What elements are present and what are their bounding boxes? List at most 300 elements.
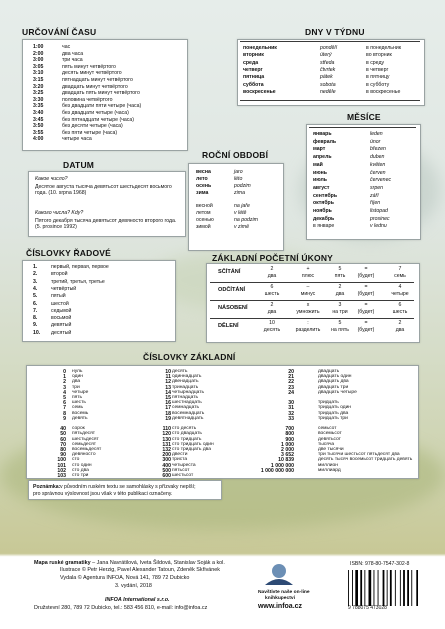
day-ru: вторник: [243, 52, 264, 59]
time-words: десять минут четвёртого: [62, 70, 122, 77]
cardinal-word: пятьсот: [172, 467, 190, 473]
cardinal-num: 16: [165, 400, 171, 407]
cardinal-num: 6: [63, 400, 66, 407]
season-ru: зима: [196, 190, 209, 196]
cardinal-num: 130: [162, 436, 171, 443]
cardinal-word: восемь: [72, 410, 89, 416]
ordinal-num: 7.: [33, 307, 38, 314]
cardinal-word: два: [72, 379, 81, 385]
time-words: без двадцати пяти четыре (часа): [62, 103, 142, 110]
ordinal-word: четвёртый: [51, 285, 77, 292]
seasons-title: ROČNÍ OBDOBÍ: [202, 150, 269, 160]
cardinal-word: пять: [72, 395, 83, 400]
cardinal-word: тридцать три: [318, 415, 348, 421]
op-symbol: 10: [269, 320, 275, 326]
time-numeral: 1:00: [33, 44, 44, 50]
cardinal-num: 102: [57, 467, 66, 474]
month-cz: prosinec: [370, 215, 390, 222]
month-ru: март: [313, 146, 326, 153]
day-cz: úterý: [320, 52, 332, 59]
season-cz: zima: [234, 190, 245, 196]
cardinal-num: 300: [162, 457, 171, 464]
month-cz: červenec: [370, 177, 392, 184]
time-numeral: 3:05: [33, 63, 44, 70]
cardinal-word: сто два: [72, 467, 89, 473]
cardinal-num: 19: [165, 415, 171, 422]
ordinal-num: 8.: [33, 315, 38, 322]
cardinal-num: 100: [57, 457, 66, 464]
cardinal-num: 17: [165, 405, 171, 412]
op-label: DĚLENÍ: [218, 323, 239, 329]
op-symbol: 2: [270, 266, 274, 272]
visit-text-1: Navštivte naše on-line: [258, 590, 310, 595]
season-ru: осень: [196, 183, 212, 189]
day-in: в пятницу: [366, 74, 390, 81]
cardinal-num: 120: [162, 431, 171, 438]
ops-title: ZÁKLADNÍ POČETNÍ ÚKONY: [212, 253, 334, 263]
cardinal-num: 12: [165, 379, 171, 386]
date-question-2: Какого числа? Kdy?: [35, 210, 84, 216]
op-word: разделить: [295, 327, 321, 333]
cardinal-num: 132: [162, 447, 171, 453]
cardinal-num: 23: [288, 384, 294, 391]
op-word: два: [395, 327, 405, 333]
cardinal-num: 7: [63, 405, 66, 412]
cardinal-num: 3 652: [281, 452, 294, 459]
cardinal-num: 2: [63, 379, 66, 386]
cardinal-word: шесть: [72, 400, 86, 406]
cardinal-word: один: [72, 374, 83, 380]
day-cz: středa: [320, 59, 335, 66]
month-cz: srpen: [370, 184, 383, 191]
footer-authors: – Jana Navrátilová, Iveta Šildová, Stanislav Soják a kol.: [90, 560, 225, 566]
cardinal-num: 2 000: [281, 447, 294, 453]
cardinal-word: шестьсот: [172, 473, 194, 478]
cardinal-word: четырнадцать: [172, 389, 205, 395]
time-numeral: 3:50: [33, 123, 44, 130]
date-answer-1: Десятое августа тысяча девятьсот шестьдесят восьмого года. (10. srpna 1968): [35, 184, 172, 197]
time-words: четыре часа: [62, 136, 92, 143]
rule-line: [210, 300, 414, 301]
cardinal-word: тридцать один: [318, 405, 352, 411]
month-ru: август: [313, 184, 330, 191]
season-when-cz: na podzim: [234, 217, 258, 223]
rule-line: [240, 100, 420, 101]
op-symbol: :: [307, 320, 309, 326]
cardinal-num: 50: [60, 431, 66, 438]
cardinal-word: триста: [172, 457, 188, 463]
season-when-cz: v zimě: [234, 224, 249, 230]
day-in: в понедельник: [366, 45, 402, 51]
op-word: два: [335, 291, 345, 297]
day-ru: среда: [243, 59, 259, 66]
visit-text-2: knihkupectví: [265, 596, 295, 601]
ordinal-word: седьмой: [51, 307, 72, 314]
day-in: в четверг: [366, 66, 389, 73]
ean-text: 9 788075 473028: [348, 605, 387, 611]
ordinal-num: 1.: [33, 264, 38, 270]
cardinal-num: 500: [162, 467, 171, 474]
date-question-1: Какое число?: [35, 176, 68, 182]
day-ru: пятница: [243, 74, 265, 81]
day-ru: понедельник: [243, 45, 277, 51]
op-symbol: –: [306, 284, 310, 290]
op-word: (будет): [357, 309, 375, 315]
ordinal-num: 3.: [33, 278, 38, 285]
time-numeral: 4:00: [33, 136, 44, 143]
cardinal-word: сто три: [72, 473, 89, 478]
op-symbol: 7: [398, 266, 402, 272]
month-ru: апрель: [313, 154, 332, 161]
cardinal-word: двадцать четыре: [318, 389, 357, 395]
op-word: два: [267, 273, 277, 279]
cardinal-word: девяносто: [72, 452, 96, 458]
ordinal-word: шестой: [51, 300, 69, 307]
ordinal-num: 5.: [33, 293, 38, 300]
cardinal-word: три тысячи шестьсот пятьдесят два: [318, 452, 400, 458]
time-words: без пятнадцати четыре (часа): [62, 116, 134, 123]
cardinal-num: 15: [165, 395, 171, 401]
day-ru: четверг: [243, 66, 263, 73]
cardinal-word: сто тридцать один: [172, 441, 214, 447]
month-ru: май: [313, 161, 323, 168]
season-when-ru: летом: [196, 210, 211, 216]
day-ru: воскресенье: [243, 88, 276, 95]
footer-company: INFOA International s.r.o.: [105, 597, 170, 603]
note-label: Poznámka:: [33, 484, 61, 490]
rule-line: [210, 282, 414, 283]
op-word: четыре: [391, 291, 409, 297]
cardinal-word: миллиард: [318, 467, 341, 473]
op-symbol: 2: [270, 302, 274, 308]
note-text-2: pro správnou výslovnost jsou však v této publikaci označeny.: [33, 491, 173, 497]
cardinal-word: двенадцать: [172, 379, 199, 385]
op-label: SČÍTÁNÍ: [218, 269, 241, 275]
cardinal-num: 9: [63, 415, 66, 422]
op-symbol: 5: [338, 320, 342, 326]
day-in: в среду: [366, 59, 385, 66]
cardinal-num: 4: [63, 389, 66, 396]
day-cz: pondělí: [320, 45, 338, 51]
cardinal-num: 10 839: [278, 457, 294, 464]
ordinal-num: 9.: [33, 322, 38, 329]
cardinal-num: 800: [285, 431, 294, 438]
cardinal-word: четыреста: [172, 462, 196, 468]
cardinal-word: сто тридцать: [172, 436, 202, 442]
cardinal-word: восемьдесят: [72, 447, 102, 452]
cardinal-word: восемьсот: [318, 431, 342, 437]
cardinal-word: три: [72, 384, 80, 390]
ordinal-num: 4.: [33, 285, 38, 292]
note-text: v původním ruském textu se samohlásky s přízvaky nepíší;: [60, 484, 196, 490]
op-symbol: =: [364, 266, 368, 272]
cardinal-word: сто двадцать: [172, 431, 202, 437]
cardinal-word: тринадцать: [172, 384, 199, 390]
ordinal-word: восьмой: [51, 315, 72, 322]
cardinal-num: 101: [57, 462, 66, 469]
season-ru: лето: [196, 176, 208, 182]
season-cz: jaro: [234, 169, 243, 175]
op-symbol: 4: [398, 284, 402, 290]
month-cz: říjen: [370, 200, 381, 207]
rule-line: [240, 41, 420, 42]
cardinal-num: 200: [162, 452, 171, 459]
op-word: плюс: [301, 273, 315, 279]
rule-line: [309, 127, 416, 128]
ordinals-title: ČÍSLOVKY ŘADOVÉ: [26, 248, 112, 258]
cardinal-word: миллион: [318, 462, 338, 468]
cardinal-word: тридцать два: [318, 410, 349, 416]
website-link[interactable]: www.infoa.cz: [257, 603, 303, 610]
cardinal-word: двадцать два: [318, 379, 349, 385]
op-word: минус: [300, 291, 316, 297]
cardinal-num: 90: [60, 452, 66, 459]
cardinal-word: сорок: [72, 426, 85, 432]
op-symbol: 2: [338, 284, 342, 290]
month-ru: февраль: [313, 138, 337, 145]
op-word: семь: [394, 273, 406, 279]
ordinal-word: второй: [51, 271, 68, 278]
cardinal-word: двести: [172, 452, 188, 458]
cardinal-num: 22: [288, 379, 294, 386]
cardinal-word: нуль: [72, 369, 83, 374]
season-cz: léto: [234, 176, 243, 182]
footer-edition: 3. vydání, 2018: [115, 583, 152, 589]
time-numeral: 3:45: [33, 116, 44, 123]
time-numeral: 3:15: [33, 77, 44, 83]
cardinal-word: девять: [72, 415, 88, 421]
cardinal-word: девятьсот: [318, 436, 341, 442]
time-words: половина четвёртого: [62, 96, 113, 103]
cardinal-num: 3: [63, 384, 66, 391]
footer-title: Mapa ruské gramatiky: [34, 560, 91, 566]
cardinal-word: две тысячи: [318, 447, 344, 452]
op-word: умножить: [296, 309, 320, 315]
cardinal-num: 14: [165, 389, 171, 396]
season-when-ru: зимой: [196, 224, 211, 230]
time-words: пятнадцать минут четвёртого: [62, 77, 133, 83]
month-cz: červen: [370, 169, 386, 176]
op-word: (будет): [357, 291, 375, 297]
ordinal-word: десятый: [51, 329, 72, 336]
rule-line: [210, 318, 414, 319]
month-cz: leden: [370, 131, 383, 137]
op-symbol: 2: [398, 320, 402, 326]
op-symbol: x: [306, 302, 310, 308]
day-cz: čtvrtek: [320, 66, 336, 73]
cardinal-word: одиннадцать: [172, 374, 202, 380]
footer-contact: Družstevní 280, 789 72 Dubicko, tel.: 583 456 810, e-mail: info@infoa.cz: [34, 605, 208, 611]
op-symbol: 6: [398, 302, 402, 308]
cardinal-num: 80: [60, 447, 66, 453]
cardinal-num: 11: [165, 374, 171, 381]
time-words: час: [62, 44, 71, 50]
time-words: без двадцати четыре (часа): [62, 110, 129, 116]
months-title: MĚSÍCE: [347, 112, 381, 122]
day-in: во вторник: [366, 52, 392, 59]
day-cz: sobota: [320, 81, 336, 88]
season-when-cz: na jaře: [234, 203, 250, 209]
time-numeral: 3:20: [33, 83, 44, 90]
cardinal-word: сто один: [72, 462, 92, 468]
cardinal-num: 1 000 000: [270, 462, 294, 469]
op-word: два: [267, 309, 277, 315]
month-ru: июль: [313, 177, 327, 184]
cardinal-word: шестнадцать: [172, 400, 202, 406]
time-numeral: 3:30: [33, 96, 44, 103]
cardinal-word: двадцать: [318, 369, 340, 374]
cardinal-word: сто десять: [172, 426, 197, 432]
cardinal-word: пятнадцать: [172, 395, 199, 400]
ordinal-word: пятый: [51, 293, 66, 300]
cardinal-word: девятнадцать: [172, 415, 204, 421]
time-words: пять минут четвёртого: [62, 63, 116, 70]
cardinal-num: 24: [288, 389, 294, 396]
cardinal-num: 20: [288, 369, 294, 375]
cardinal-num: 70: [60, 441, 66, 448]
cardinal-word: тридцать: [318, 400, 339, 406]
ordinal-word: девятый: [51, 322, 72, 329]
ordinal-word: третий, третья, третье: [51, 278, 105, 285]
cardinal-word: семь: [72, 405, 84, 411]
cardinal-num: 900: [285, 436, 294, 443]
op-word: на три: [332, 309, 348, 315]
day-cz: neděle: [320, 88, 336, 95]
cardinal-num: 30: [288, 400, 294, 407]
month-ru: декабрь: [313, 215, 335, 222]
op-word: шесть: [264, 291, 280, 297]
cardinal-word: четыре: [72, 389, 89, 395]
month-ru: июнь: [313, 169, 327, 176]
season-when-ru: весной: [196, 203, 213, 209]
month-cz: listopad: [370, 208, 388, 214]
time-numeral: 3:00: [33, 57, 44, 64]
cardinal-word: пятьдесят: [72, 431, 95, 437]
cardinal-word: восемнадцать: [172, 410, 205, 416]
op-word: пять: [334, 273, 346, 279]
season-cz: podzim: [234, 183, 251, 189]
time-words: двадцать минут четвёртого: [62, 83, 128, 90]
time-words: без десяти четыре (часа): [62, 123, 123, 130]
cardinal-word: семьсот: [318, 426, 337, 432]
cardinal-num: 600: [162, 473, 171, 479]
ordinal-num: 10.: [33, 329, 41, 336]
cardinal-word: шестьдесят: [72, 436, 99, 442]
cardinal-num: 700: [285, 426, 294, 433]
time-numeral: 3:35: [33, 103, 44, 110]
op-label: ODČÍTÁNÍ: [218, 287, 246, 293]
ordinal-word: первый, первая, первое: [51, 264, 109, 270]
cardinal-word: тысяча: [318, 441, 335, 447]
month-ru: январь: [313, 131, 332, 137]
op-symbol: 6: [270, 284, 274, 290]
op-symbol: 3: [338, 302, 342, 308]
cardinal-num: 40: [60, 426, 66, 433]
cardinal-num: 131: [162, 441, 171, 448]
time-numeral: 3:10: [33, 70, 44, 77]
cardinal-word: семьдесят: [72, 441, 96, 447]
op-symbol: =: [364, 284, 368, 290]
cardinal-word: двадцать три: [318, 384, 349, 390]
season-when-cz: v létě: [234, 210, 247, 216]
cardinal-num: 1: [63, 374, 66, 381]
cardinal-num: 60: [60, 436, 66, 443]
days-title: DNY V TÝDNU: [305, 27, 365, 37]
time-numeral: 3:40: [33, 110, 44, 116]
month-cz: v lednu: [370, 223, 387, 230]
cardinal-word: десять: [172, 369, 188, 374]
cardinal-num: 1 000: [281, 441, 294, 448]
footer-publisher: Vydala © Agentura INFOA, Nová 141, 789 72 Dubicko: [60, 575, 190, 581]
cardinal-num: 32: [288, 410, 294, 417]
cardinal-word: двадцать один: [318, 374, 352, 380]
op-symbol: +: [306, 266, 310, 272]
cardinal-num: 10: [165, 369, 171, 375]
cardinal-word: семнадцать: [172, 405, 200, 411]
cardinal-word: сто тридцать два: [172, 447, 211, 452]
day-cz: pátek: [320, 74, 333, 81]
op-word: (будет): [357, 273, 375, 279]
footer-illustration: Ilustrace © Petr Herzig, Pavel Alexander Tatoun, Zdeněk Skřivánek: [60, 567, 220, 573]
cardinal-num: 31: [288, 405, 294, 412]
cardinal-num: 33: [288, 415, 294, 422]
month-ru: октябрь: [313, 200, 334, 207]
op-word: (будет): [357, 327, 375, 333]
op-label: NÁSOBENÍ: [218, 305, 248, 311]
day-ru: суббота: [243, 81, 264, 88]
month-ru: сентябрь: [313, 192, 338, 199]
month-cz: duben: [370, 154, 385, 161]
cardinal-num: 5: [63, 395, 66, 401]
ordinal-num: 2.: [33, 271, 38, 278]
cardinal-num: 0: [63, 369, 66, 375]
cardinal-word: десять тысяч восемьсот тридцать девять: [318, 457, 413, 463]
time-words: три часа: [62, 57, 83, 64]
month-ru: в январе: [313, 223, 335, 230]
date-title: DATUM: [63, 160, 95, 170]
time-title: URČOVÁNÍ ČASU: [22, 27, 97, 37]
cardinal-num: 21: [288, 374, 294, 381]
cardinal-num: 1 000 000 000: [260, 467, 294, 474]
time-numeral: 3:55: [33, 129, 44, 136]
season-ru: весна: [196, 169, 211, 175]
infoa-logo: [263, 563, 295, 587]
cardinal-num: 400: [162, 462, 171, 469]
cardinal-num: 13: [165, 384, 171, 391]
op-word: десять: [263, 327, 281, 333]
day-in: в воскресенье: [366, 88, 401, 95]
op-symbol: 5: [338, 266, 342, 272]
cardinal-num: 103: [57, 473, 66, 479]
time-numeral: 2:00: [33, 50, 44, 57]
op-word: на пять: [331, 327, 349, 333]
footer-credits: [34, 560, 225, 567]
ordinal-num: 6.: [33, 300, 38, 307]
month-cz: únor: [370, 138, 381, 145]
op-word: шесть: [392, 309, 408, 315]
time-words: двадцать пять минут четвёртого: [62, 90, 140, 97]
day-in: в субботу: [366, 81, 390, 88]
time-words: без пяти четыре (часа): [62, 129, 118, 136]
month-cz: březen: [370, 146, 386, 153]
ordinals-box: [22, 260, 176, 342]
date-answer-2: Пятого декабря тысяча девятьсот девяносто второго года. (5. prosince 1992): [35, 218, 177, 231]
op-symbol: =: [364, 302, 368, 308]
cardinal-word: сто: [72, 457, 80, 463]
time-words: два часа: [62, 50, 84, 57]
month-cz: květen: [370, 161, 386, 168]
isbn-text: ISBN: 978-80-7547-302-8: [350, 561, 410, 567]
